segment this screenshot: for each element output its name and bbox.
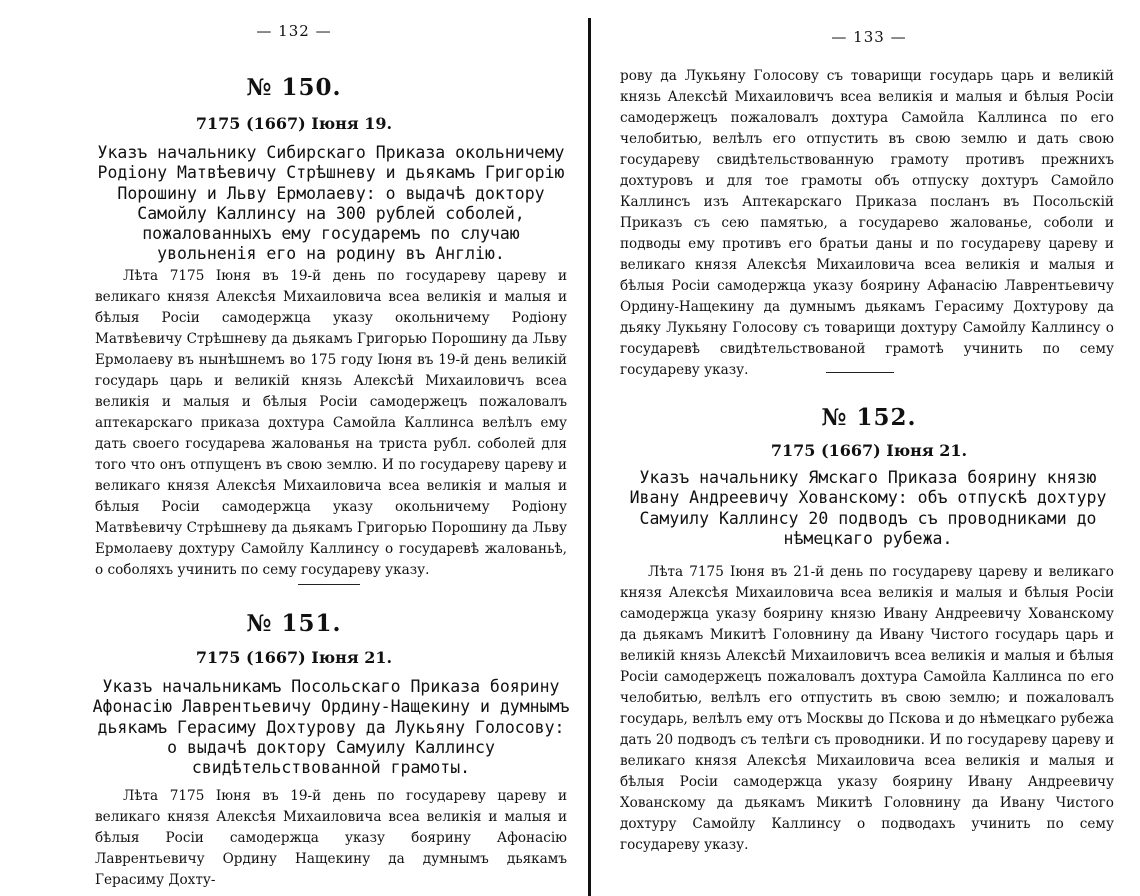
doc-150-title: Указъ начальнику Сибирскаго Приказа окольничему Родiону Матвѣевичу Стрѣшневу и дьякамъ Григорiю Порошину и Львy Ермолаеву: о выдачѣ доктору Самойлу Каллинсу на 300 рублей соболей, пожалованныхъ ему государемъ по случаю увольненiя его на родину въ Англiю. [97,143,565,264]
doc-151-body: Лѣта 7175 Iюня въ 19-й день по государеву царевy и великаго князя Алексѣя Михаиловича всеа великiя и малыя и бѣлыя Росiи самодержца указу боярину Афонасiю Лаврентьевичу Ордину Нащекину да думнымъ дьякамъ Герасиму Дохту- [95,788,567,888]
doc-150-body: Лѣта 7175 Iюня въ 19-й день по государеву царевy и великаго князя Алексѣя Михаиловича всеа великiя и малыя и бѣлыя Росiи самодержца указу окольничему Родiону Матвѣевичу Стрѣшневу да дьякамъ Григорью Порошину да Льву Ермолаеву въ нынѣшнемъ во 175 году Iюня въ 19-й день великiй государь царь и великiй князь Алексѣй Михаиловичъ всеа великiя и малыя и бѣлыя Росiи самодержецъ пожаловалъ аптекарскаго приказа дохтура Самойла Каллинса велѣлъ ему дать своего государева жалованья на триста рубл. соболей для того что онъ отпущенъ въ свою землю. И по государеву царевy и великаго князя Алексѣя Михаиловича всеа великiя и малыя и бѣлыя Росiи самодержца указу окольничему Родiону Матвѣевичу Стрѣшневу да дьякамъ Григорью Порошину да Льву Ермолаеву дохтуру Самойлу Каллинсу о государевѣ жалованьѣ, о соболяхъ учинить по сему государеву указу. [95,268,567,578]
doc-151-date: 7175 (1667) Iюня 21. [195,648,393,667]
page-number-right: — 133 — [831,28,907,46]
binding-gutter [588,18,591,896]
right-page [598,0,1140,896]
section-divider [298,584,360,585]
page-number-left: — 132 — [256,22,332,40]
doc-152-date: 7175 (1667) Iюня 21. [770,441,968,460]
doc-152-body: Лѣта 7175 Iюня въ 21-й день по государеву царевy и великаго князя Алексѣя Михаиловича всеа великiя и малыя и бѣлыя Росiи самодержца указу боярину князю Ивану Андреевичу Хованскому да дьякамъ Микитѣ Головнину да Ивану Чистого государь царь и великiй князь Алексѣй Михаиловичъ всеа великiя и малыя и бѣлыя Росiи самодержецъ пожаловалъ дохтура Самойла Каллинса по его челобитью, велѣлъ его отпустить въ свою землю; и пожаловалъ государь, велѣлъ ему отъ Москвы до Пскова и до нѣмецкаго рубежа дать 20 подводъ съ телѣги съ проводники. И по государеву царевy и великаго князя Алексѣя Михаиловича всеа великiя и малыя и бѣлыя Росiи самодержца указу боярину Ивану Андреевичу Хованскому да дьякамъ Микитѣ Головнину да Ивану Чистого дохтуру Самойлу Каллинсу о подводахъ учинить по сему государеву указу. [620,564,1114,853]
doc-151-body-continuation: рову да Лукьяну Голосову съ товарищи государь царь и великiй князь Алексѣй Михаиловичъ всеа великiя и малыя и бѣлыя Росiи самодержецъ пожаловалъ дохтура Самойла Каллинса по его челобитью, велѣлъ его отпустить въ свою землю и дать свою государеву свидѣтельствованную грамоту противъ прежнихъ дохтуровъ и для тое грамоты объ отпуску дохтуръ Самойло Каллинсъ изъ Аптекарскаго Приказа посланъ въ Посольскiй Приказъ съ сею памятью, а государево жалованье, соболи и подводы ему противъ его братьи даны и по государеву царевy и великаго князя Алексѣя Михаиловича всеа великiя и малыя и бѣлыя Росiи самодержца указу боярину Афанасiю Лаврентьевичу Ордину-Нащекину да думнымъ дьякамъ Герасиму Дохтурову да дьяку Лукьяну Голосову съ товарищи дохтуру Самойлу Каллинсу о государевѣ свидѣтельствованой грамотѣ учинить по сему государеву указу. [620,68,1114,378]
doc-151-title: Указъ начальникамъ Посольскаго Приказа боярину Афонасiю Лаврентьевичу Ордину-Нащекину и думнымъ дьякамъ Герасиму Дохтурову да Лукьяну Голосову: о выдачѣ доктору Самуилу Каллинсу свидѣтельствованной грамоты. [92,677,570,778]
doc-151-number: № 151. [246,610,342,637]
doc-150-number: № 150. [246,74,342,101]
section-divider-right [826,372,894,373]
doc-152-number: № 152. [821,404,917,431]
doc-150-date: 7175 (1667) Iюня 19. [195,114,393,133]
doc-152-title: Указъ начальнику Ямскаго Приказа боярину князю Ивану Андреевичу Хованскому: объ отпускѣ дохтуру Самуилу Каллинсу 20 подводъ съ проводниками до нѣмецкаго рубежа. [629,468,1107,548]
